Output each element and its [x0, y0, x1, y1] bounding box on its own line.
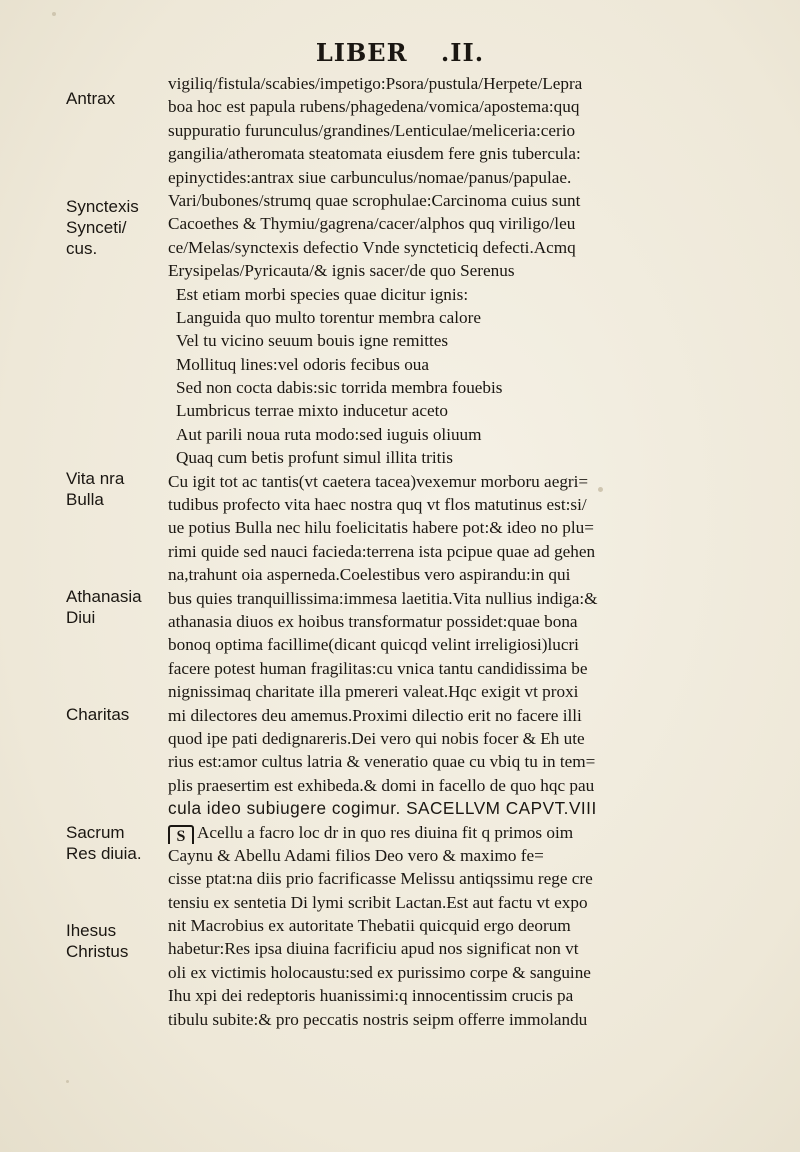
text-line: boa hoc est papula rubens/phagedena/vomica/apostema:quq — [168, 97, 580, 117]
text-line: bus quies tranquillissima:immesa laetitia.Vita nullius indiga:& — [168, 588, 598, 608]
text-line: epinyctides:antrax siue carbunculus/nomae/panus/papulae. — [168, 167, 572, 187]
verse-line: Quaq cum betis profunt simul illita tritis — [176, 448, 453, 468]
text-line: plis praesertim est exhibeda.& domi in facello de quo hqc pau — [168, 775, 595, 795]
verse-line: Aut parili noua ruta modo:sed iuguis oliuum — [176, 424, 482, 444]
text-line: gangilia/atheromata steatomata eiusdem fere gnis tubercula: — [168, 144, 581, 164]
margin-note-line: Sacrum — [66, 823, 125, 842]
text-line: Acellu a facro loc dr in quo res diuina fit q primos oim — [197, 822, 574, 842]
text-line: bonoq optima facillime(dicant quicqd velint irreligiosi)lucri — [168, 635, 579, 655]
margin-note-synctexis — [66, 196, 139, 259]
margin-note-sacrum — [66, 822, 142, 864]
text-line: athanasia diuos ex hoibus transformatur possidet:quae bona — [168, 611, 578, 631]
text-line: Cu igit tot ac tantis(vt caetera tacea)vexemur morboru aegri= — [168, 471, 589, 491]
text-line: mi dilectores deu amemus.Proximi dilectio erit no facere illi — [168, 705, 582, 725]
text-line: na,trahunt oia asperneda.Coelestibus vero aspirandu:in qui — [168, 565, 571, 585]
decorated-initial: S — [168, 825, 194, 844]
margin-note-athanasia — [66, 586, 142, 628]
margin-note-line: Bulla — [66, 490, 104, 509]
text-line: rius est:amor cultus latria & veneratio quae cu vbiq tu in tem= — [168, 752, 596, 772]
margin-note-line: cus. — [66, 239, 98, 258]
text-line: ce/Melas/synctexis defectio Vnde syncteticiq defecti.Acmq — [168, 237, 576, 257]
margin-note-line: Christus — [66, 942, 129, 961]
verse-line: Languida quo multo torentur membra calore — [176, 307, 481, 327]
verse-line: Lumbricus terrae mixto inducetur aceto — [176, 401, 449, 421]
header-title: LIBER — [315, 38, 408, 67]
text-line-with-initial — [168, 821, 768, 844]
text-line: nit Macrobius ex autoritate Thebatii quicquid ergo deorum — [168, 916, 571, 936]
text-line: Vari/bubones/strumq quae scrophulae:Carcinoma cuius sunt — [168, 190, 581, 210]
verse-line: Vel tu vicino seuum bouis igne remittes — [176, 331, 449, 351]
margin-note-line: Antrax — [66, 89, 116, 108]
paper-speck — [66, 1080, 69, 1083]
margin-note-line: Athanasia — [66, 587, 142, 606]
running-header — [0, 38, 800, 67]
text-line: tibulu subite:& pro peccatis nostris seipm offerre immolandu — [168, 1009, 588, 1029]
text-line: nignissimaq charitate illa pmereri valeat.Hqc exigit vt proxi — [168, 682, 579, 702]
text-line: Erysipelas/Pyricauta/& ignis sacer/de quo Serenus — [168, 261, 515, 281]
text-line: rimi quide sed nauci facieda:terrena ista pcipue quae ad gehen — [168, 541, 596, 561]
margin-note-line: Res diuia. — [66, 844, 142, 863]
verse-line: Mollituq lines:vel odoris fecibus oua — [176, 354, 430, 374]
verse-line: Est etiam morbi species quae dicitur ignis: — [176, 284, 469, 304]
margin-note-antrax — [66, 88, 115, 109]
margin-note-line: Charitas — [66, 705, 130, 724]
text-line: oli ex victimis holocaustu:sed ex purissimo corpe & sanguine — [168, 962, 591, 982]
margin-note-ihesus — [66, 920, 128, 962]
text-line: vigiliq/fistula/scabies/impetigo:Psora/pustula/Herpete/Lepra — [168, 74, 583, 93]
header-book-number: .II. — [440, 38, 485, 67]
text-line: ue potius Bulla nec hilu foelicitatis habere pot:& ideo no plu= — [168, 518, 594, 538]
main-text-column — [168, 72, 768, 1031]
margin-note-line: Vita nra — [66, 469, 125, 488]
margin-note-line: Diui — [66, 608, 96, 627]
text-line: Caynu & Abellu Adami filios Deo vero & maximo fe= — [168, 845, 544, 865]
paper-speck — [52, 12, 56, 16]
text-line: cisse ptat:na diis prio facrificasse Melissu antiqssimu rege cre — [168, 869, 593, 889]
text-line: habetur:Res ipsa diuina facrificiu apud nos significat non vt — [168, 939, 579, 959]
text-line: tensiu ex sentetia Di lymi scribit Lactan.Est aut factu vt expo — [168, 892, 588, 912]
text-line: Ihu xpi dei redeptoris huanissimi:q innocentissim crucis pa — [168, 986, 574, 1006]
text-line: tudibus profecto vita haec nostra quq vt flos matutinus est:si/ — [168, 495, 587, 515]
text-line: quod ipe pati dedignareris.Dei vero qui nobis focer & Eh ute — [168, 728, 585, 748]
margin-note-line: Synctexis — [66, 197, 139, 216]
verse-line: Sed non cocta dabis:sic torrida membra fouebis — [176, 378, 503, 398]
margin-note-charitas — [66, 704, 129, 725]
chapter-heading-line: cula ideo subiugere cogimur. SACELLVM CAPVT.VIII — [168, 798, 597, 819]
text-line: Cacoethes & Thymiu/gagrena/cacer/alphos quq viriligo/leu — [168, 214, 576, 234]
text-line: facere potest human fragilitas:cu vnica tantu candidissima be — [168, 658, 588, 678]
margin-note-vita — [66, 468, 124, 510]
text-line: suppuratio furunculus/grandines/Lenticulae/meliceria:cerio — [168, 120, 576, 140]
margin-note-line: Ihesus — [66, 921, 117, 940]
margin-note-line: Synceti/ — [66, 218, 127, 237]
